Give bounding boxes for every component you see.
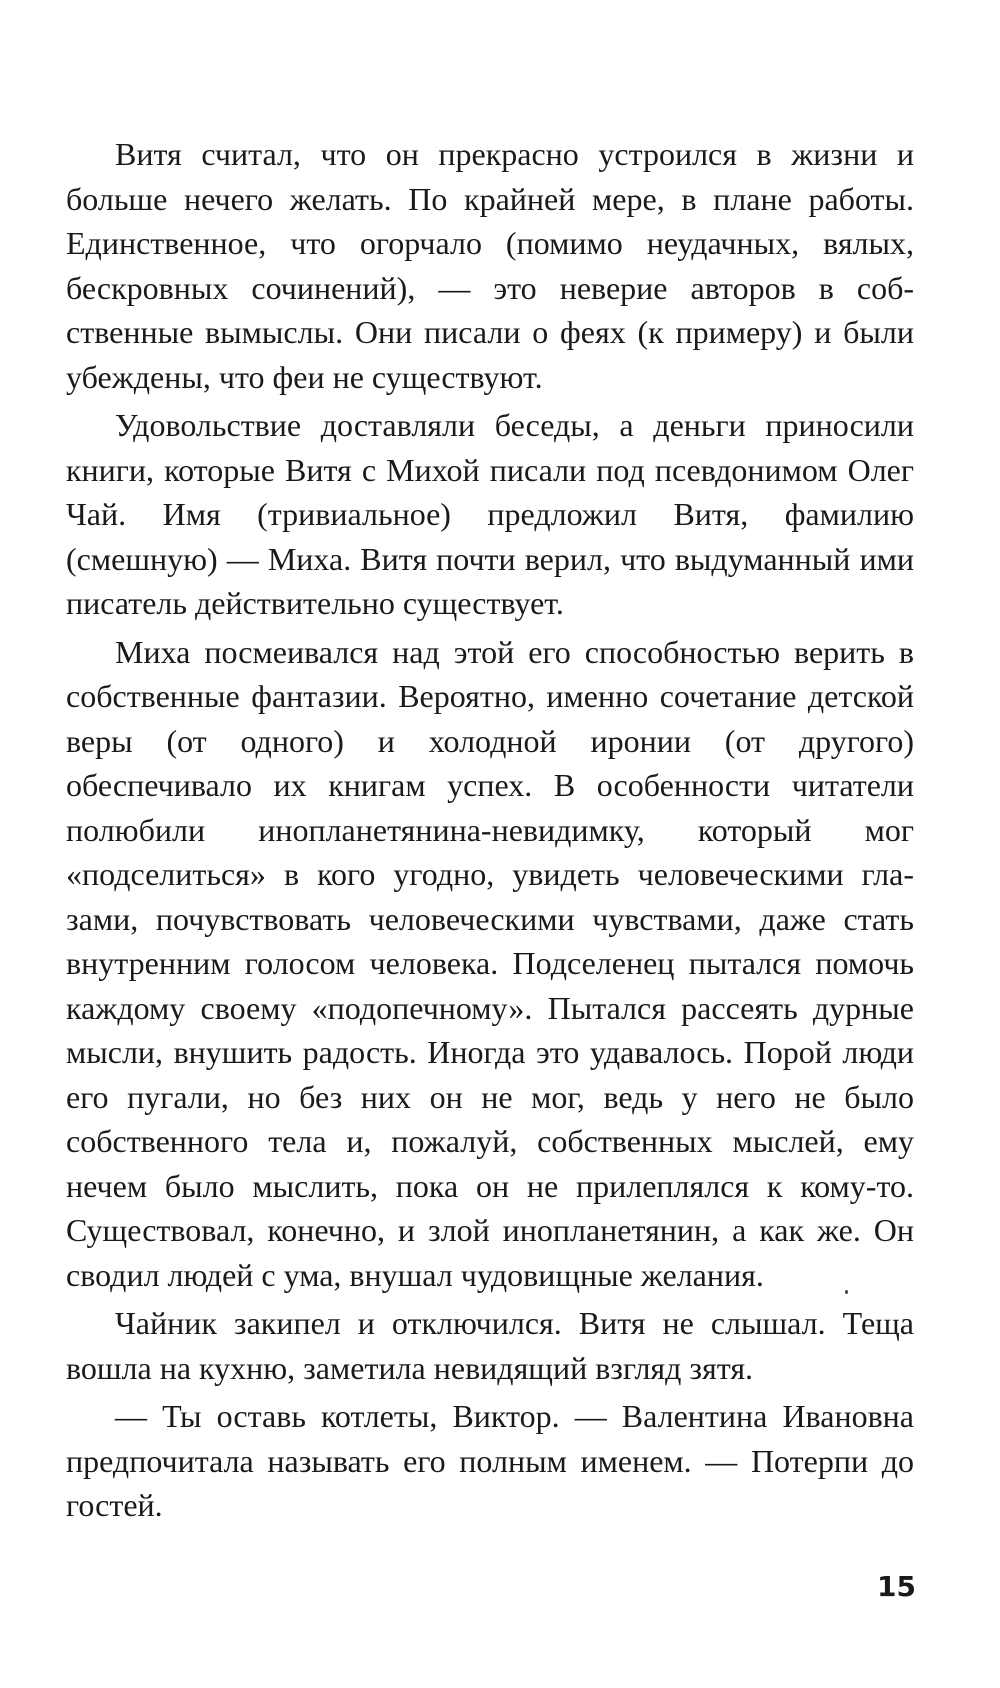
paragraph-1: Витя считал, что он прекрасно устроился в жизни и больше нечего желать. По крайней мере, в плане работы. Единственное, что огорчало (помимо неудачных, вялых, бескровных сочинений), — это неверие авторов в собственные вымыслы. Они писали о феях (к примеру) и были убеждены, что феи не существуют. [66, 136, 914, 395]
paragraph-3: Миха посмеивался над этой его способностью верить в собственные фантазии. Вероятно, именно сочетание детской веры (от одного) и холодной иронии (от другого) обеспечивало их книгам успех. В особенности читатели полюбили инопланетянина-невидимку, который мог «подселиться» в кого угодно, увидеть человеческими глазами, почувствовать человеческими чувствами, даже стать внутренним голосом человека. Подселенец пытался помочь каждому своему «подопечному». Пытался рассеять дурные мысли, внушить радость. Иногда это удавалось. Порой люди его пугали, но без них он не мог, ведь у него не было собственного тела и, пожалуй, собственных мыслей, ему нечем было мыслить, пока он не прилеплялся к кому-то. Существовал, конечно, и злой инопланетянин, а как же. Он сводил людей с ума, внушал чудовищные желания. [66, 633, 914, 1293]
page-number: 15 [877, 1570, 916, 1603]
print-speck [845, 1290, 848, 1294]
paragraph-2: Удовольствие доставляли беседы, а деньги приносили книги, которые Витя с Михой писали под псевдонимом Олег Чай. Имя (тривиальное) предложил Витя, фамилию (смешную) — Миха. Витя почти верил, что выдуманный ими писатель действительно существует. [66, 407, 914, 621]
page-body-text [66, 132, 914, 1532]
paragraph-4: Чайник закипел и отключился. Витя не слышал. Теща вошла на кухню, заметила невидящий взгляд зятя. [66, 1305, 914, 1386]
paragraph-5: — Ты оставь котлеты, Виктор. — Валентина Ивановна предпочитала называть его полным именем. — Потерпи до гостей. [66, 1398, 914, 1523]
